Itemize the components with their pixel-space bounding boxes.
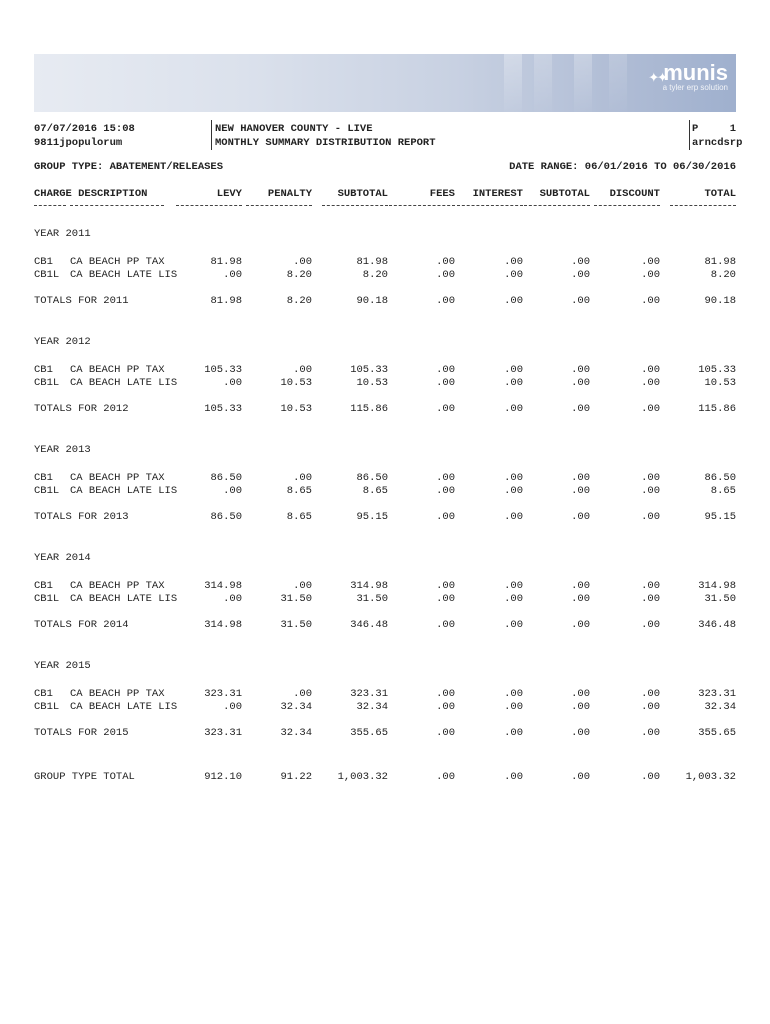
column-underline xyxy=(594,205,660,206)
year-total-value: .00 xyxy=(504,403,523,415)
charge-value: .00 xyxy=(571,593,590,605)
charge-value: .00 xyxy=(641,269,660,281)
year-heading: YEAR 2015 xyxy=(34,660,91,672)
charge-value: .00 xyxy=(504,364,523,376)
charge-value: 8.20 xyxy=(286,269,312,281)
group-type: GROUP TYPE: ABATEMENT/RELEASES xyxy=(34,161,224,173)
charge-value: .00 xyxy=(436,256,455,268)
column-underline xyxy=(176,205,242,206)
year-total-value: .00 xyxy=(504,511,523,523)
charge-value: .00 xyxy=(293,256,312,268)
charge-value: .00 xyxy=(436,485,455,497)
column-underline xyxy=(322,205,388,206)
year-totals-label: TOTALS FOR 2011 xyxy=(34,295,129,307)
charge-value: 32.34 xyxy=(280,701,312,713)
year-heading: YEAR 2014 xyxy=(34,552,91,564)
year-total-value: 115.86 xyxy=(350,403,388,415)
charge-value: .00 xyxy=(571,485,590,497)
charge-value: .00 xyxy=(436,593,455,605)
charge-value: .00 xyxy=(293,688,312,700)
charge-value: .00 xyxy=(293,364,312,376)
charge-description: CA BEACH PP TAX xyxy=(70,256,165,268)
charge-value: 31.50 xyxy=(280,593,312,605)
year-heading: YEAR 2013 xyxy=(34,444,91,456)
year-total-value: .00 xyxy=(641,727,660,739)
charge-value: .00 xyxy=(223,485,242,497)
year-total-value: .00 xyxy=(436,295,455,307)
charge-description: CA BEACH LATE LIS xyxy=(70,485,178,497)
charge-value: 8.20 xyxy=(362,269,388,281)
charge-value: .00 xyxy=(504,256,523,268)
charge-value: .00 xyxy=(641,256,660,268)
column-header: PENALTY xyxy=(267,188,312,200)
year-total-value: .00 xyxy=(571,403,590,415)
year-total-value: 355.65 xyxy=(350,727,388,739)
charge-value: .00 xyxy=(504,377,523,389)
charge-value: 86.50 xyxy=(210,472,242,484)
charge-value: 323.31 xyxy=(698,688,736,700)
charge-value: 8.20 xyxy=(710,269,736,281)
charge-value: 8.65 xyxy=(286,485,312,497)
year-heading: YEAR 2011 xyxy=(34,228,91,240)
column-underline xyxy=(246,205,312,206)
charge-code: CB1 xyxy=(34,580,53,592)
report-datetime: 07/07/2016 15:08 xyxy=(34,123,135,135)
column-header: DISCOUNT xyxy=(609,188,660,200)
charge-value: .00 xyxy=(641,364,660,376)
charge-value: .00 xyxy=(571,377,590,389)
year-total-value: 81.98 xyxy=(210,295,242,307)
column-underline xyxy=(34,205,66,206)
charge-value: 105.33 xyxy=(698,364,736,376)
charge-value: .00 xyxy=(641,701,660,713)
charge-value: 32.34 xyxy=(356,701,388,713)
charge-code: CB1L xyxy=(34,377,60,389)
group-total-value: 91.22 xyxy=(280,771,312,783)
charge-value: .00 xyxy=(504,593,523,605)
charge-value: 323.31 xyxy=(350,688,388,700)
year-total-value: .00 xyxy=(571,727,590,739)
charge-value: 314.98 xyxy=(698,580,736,592)
charge-value: .00 xyxy=(571,688,590,700)
charge-value: 81.98 xyxy=(704,256,736,268)
group-total-value: 1,003.32 xyxy=(337,771,388,783)
charge-value: 314.98 xyxy=(204,580,242,592)
year-total-value: .00 xyxy=(641,619,660,631)
year-totals-label: TOTALS FOR 2014 xyxy=(34,619,129,631)
year-total-value: .00 xyxy=(571,619,590,631)
column-header: SUBTOTAL xyxy=(539,188,590,200)
report-user: 9811jpopulorum xyxy=(34,137,123,149)
charge-value: 31.50 xyxy=(356,593,388,605)
charge-value: .00 xyxy=(293,580,312,592)
header-divider-left xyxy=(211,120,212,150)
charge-value: .00 xyxy=(641,485,660,497)
page-label: P xyxy=(692,123,699,135)
charge-description: CA BEACH LATE LIS xyxy=(70,269,178,281)
year-total-value: 95.15 xyxy=(356,511,388,523)
charge-value: .00 xyxy=(436,688,455,700)
charge-value: 31.50 xyxy=(704,593,736,605)
charge-value: .00 xyxy=(504,688,523,700)
charge-value: .00 xyxy=(571,701,590,713)
year-total-value: .00 xyxy=(436,727,455,739)
charge-value: 8.65 xyxy=(710,485,736,497)
year-total-value: .00 xyxy=(571,511,590,523)
charge-value: .00 xyxy=(223,377,242,389)
charge-value: 105.33 xyxy=(204,364,242,376)
year-total-value: 346.48 xyxy=(698,619,736,631)
charge-value: 314.98 xyxy=(350,580,388,592)
charge-value: .00 xyxy=(571,364,590,376)
charge-code: CB1 xyxy=(34,364,53,376)
charge-value: 8.65 xyxy=(362,485,388,497)
county-name: NEW HANOVER COUNTY - LIVE xyxy=(215,123,373,135)
charge-code: CB1 xyxy=(34,472,53,484)
charge-value: .00 xyxy=(436,701,455,713)
year-total-value: .00 xyxy=(571,295,590,307)
charge-value: 81.98 xyxy=(210,256,242,268)
group-total-value: .00 xyxy=(571,771,590,783)
column-header: TOTAL xyxy=(704,188,736,200)
year-total-value: 8.20 xyxy=(286,295,312,307)
column-underline xyxy=(524,205,590,206)
column-underline xyxy=(670,205,736,206)
charge-value: 86.50 xyxy=(356,472,388,484)
group-total-label: GROUP TYPE TOTAL xyxy=(34,771,135,783)
column-underline xyxy=(457,205,523,206)
column-header: SUBTOTAL xyxy=(337,188,388,200)
charge-value: .00 xyxy=(293,472,312,484)
year-total-value: 346.48 xyxy=(350,619,388,631)
charge-value: .00 xyxy=(436,472,455,484)
year-total-value: .00 xyxy=(504,295,523,307)
charge-value: 86.50 xyxy=(704,472,736,484)
charge-value: .00 xyxy=(571,472,590,484)
year-heading: YEAR 2012 xyxy=(34,336,91,348)
charge-value: 10.53 xyxy=(356,377,388,389)
munis-logo xyxy=(663,60,728,92)
year-total-value: 314.98 xyxy=(204,619,242,631)
year-total-value: 86.50 xyxy=(210,511,242,523)
charge-value: .00 xyxy=(571,256,590,268)
group-total-value: .00 xyxy=(641,771,660,783)
column-header: FEES xyxy=(429,188,455,200)
charge-description: CA BEACH PP TAX xyxy=(70,364,165,376)
charge-description: CA BEACH PP TAX xyxy=(70,472,165,484)
header-divider-right xyxy=(689,120,690,150)
charge-value: 105.33 xyxy=(350,364,388,376)
year-totals-label: TOTALS FOR 2015 xyxy=(34,727,129,739)
charge-value: .00 xyxy=(223,593,242,605)
year-total-value: .00 xyxy=(641,295,660,307)
charge-value: .00 xyxy=(641,472,660,484)
charge-value: 10.53 xyxy=(280,377,312,389)
year-total-value: 90.18 xyxy=(704,295,736,307)
year-totals-label: TOTALS FOR 2013 xyxy=(34,511,129,523)
charge-code: CB1L xyxy=(34,269,60,281)
munis-logo-mark-icon: ✦✦ xyxy=(648,68,666,88)
charge-value: .00 xyxy=(436,269,455,281)
year-total-value: .00 xyxy=(436,403,455,415)
year-total-value: 31.50 xyxy=(280,619,312,631)
charge-code: CB1L xyxy=(34,593,60,605)
group-total-value: 1,003.32 xyxy=(685,771,736,783)
charge-description: CA BEACH LATE LIS xyxy=(70,701,178,713)
charge-value: .00 xyxy=(641,593,660,605)
program-name: arncdsrp xyxy=(692,137,743,149)
charge-value: .00 xyxy=(504,485,523,497)
charge-value: .00 xyxy=(223,701,242,713)
charge-description: CA BEACH PP TAX xyxy=(70,580,165,592)
year-totals-label: TOTALS FOR 2012 xyxy=(34,403,129,415)
year-total-value: .00 xyxy=(641,511,660,523)
year-total-value: .00 xyxy=(504,727,523,739)
group-total-value: .00 xyxy=(504,771,523,783)
group-total-value: .00 xyxy=(436,771,455,783)
year-total-value: 95.15 xyxy=(704,511,736,523)
charge-value: .00 xyxy=(504,472,523,484)
report-title: MONTHLY SUMMARY DISTRIBUTION REPORT xyxy=(215,137,436,149)
charge-value: .00 xyxy=(223,269,242,281)
charge-value: .00 xyxy=(641,688,660,700)
page-number: 1 xyxy=(729,123,736,135)
charge-description: CA BEACH LATE LIS xyxy=(70,377,178,389)
year-total-value: .00 xyxy=(504,619,523,631)
charge-value: 81.98 xyxy=(356,256,388,268)
column-underline xyxy=(70,205,164,206)
charge-value: .00 xyxy=(571,580,590,592)
charge-value: .00 xyxy=(571,269,590,281)
charge-value: 32.34 xyxy=(704,701,736,713)
charge-value: 323.31 xyxy=(204,688,242,700)
charge-code: CB1 xyxy=(34,256,53,268)
charge-description: CA BEACH PP TAX xyxy=(70,688,165,700)
column-header-charge-description: CHARGE DESCRIPTION xyxy=(34,188,148,200)
charge-value: .00 xyxy=(641,580,660,592)
year-total-value: 105.33 xyxy=(204,403,242,415)
header-banner xyxy=(34,54,736,112)
logo-word: munis xyxy=(663,60,728,85)
year-total-value: 10.53 xyxy=(280,403,312,415)
year-total-value: .00 xyxy=(436,619,455,631)
charge-code: CB1L xyxy=(34,701,60,713)
charge-value: .00 xyxy=(504,701,523,713)
date-range: DATE RANGE: 06/01/2016 TO 06/30/2016 xyxy=(509,161,736,173)
charge-value: .00 xyxy=(436,580,455,592)
column-header: LEVY xyxy=(216,188,242,200)
charge-value: .00 xyxy=(504,580,523,592)
charge-description: CA BEACH LATE LIS xyxy=(70,593,178,605)
column-underline xyxy=(389,205,455,206)
charge-value: 10.53 xyxy=(704,377,736,389)
charge-value: .00 xyxy=(504,269,523,281)
charge-value: .00 xyxy=(641,377,660,389)
year-total-value: 8.65 xyxy=(286,511,312,523)
charge-value: .00 xyxy=(436,364,455,376)
year-total-value: 323.31 xyxy=(204,727,242,739)
group-total-value: 912.10 xyxy=(204,771,242,783)
year-total-value: 32.34 xyxy=(280,727,312,739)
year-total-value: 115.86 xyxy=(698,403,736,415)
charge-code: CB1L xyxy=(34,485,60,497)
logo-subtitle: a tyler erp solution xyxy=(662,83,728,92)
year-total-value: 90.18 xyxy=(356,295,388,307)
year-total-value: 355.65 xyxy=(698,727,736,739)
year-total-value: .00 xyxy=(436,511,455,523)
charge-code: CB1 xyxy=(34,688,53,700)
charge-value: .00 xyxy=(436,377,455,389)
year-total-value: .00 xyxy=(641,403,660,415)
column-header: INTEREST xyxy=(472,188,523,200)
